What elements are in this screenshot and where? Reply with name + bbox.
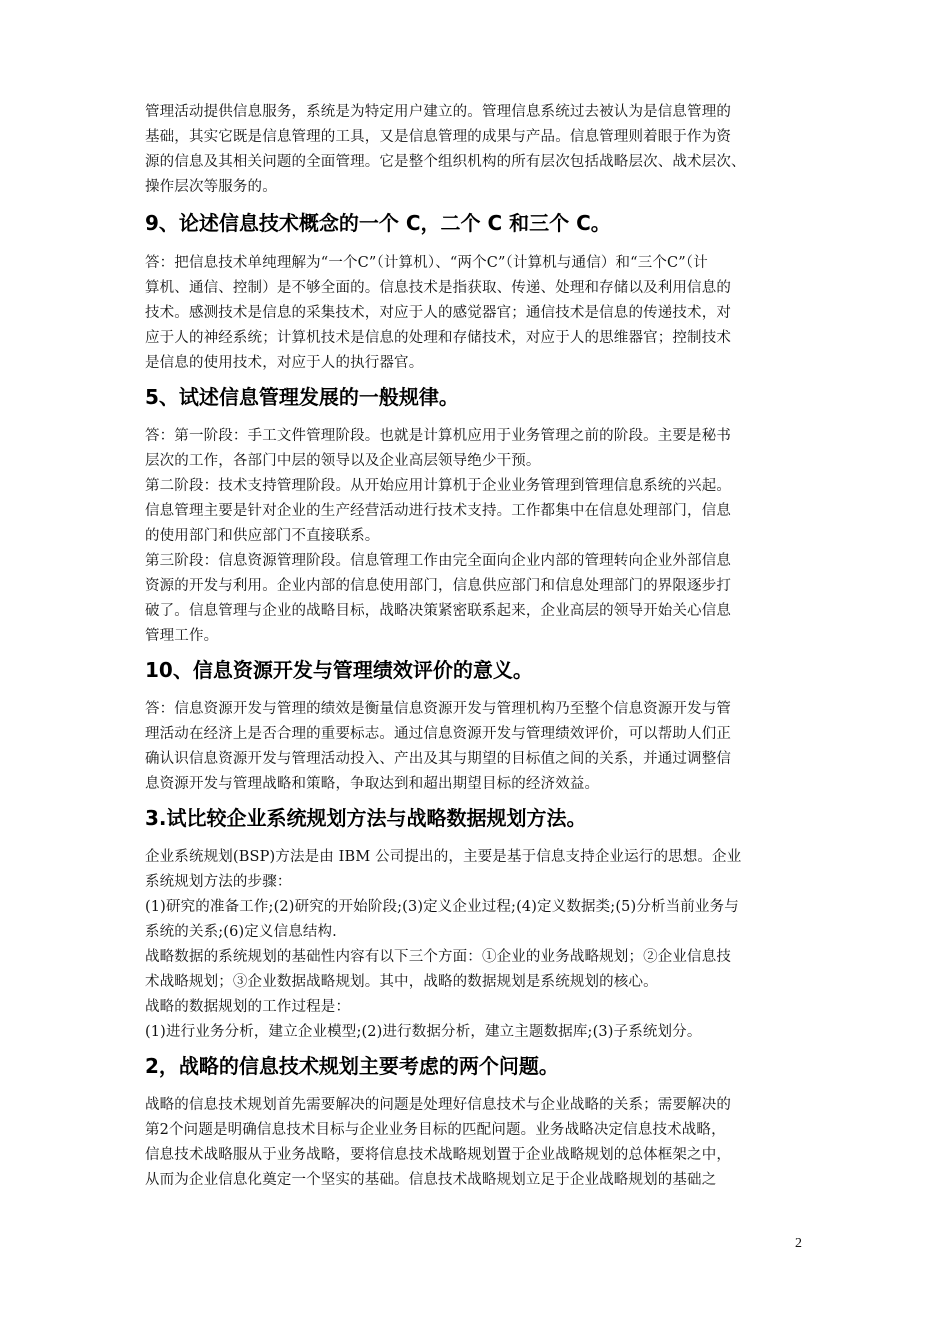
section-body-5 bbox=[145, 424, 813, 649]
text-line: 应于人的神经系统；计算机技术是信息的处理和存储技术，对应于人的思维器官；控制技术 bbox=[145, 330, 731, 346]
text-line: 技术。感测技术是信息的采集技术，对应于人的感觉器官；通信技术是信息的传递技术，对 bbox=[145, 305, 731, 321]
text-line: (1)研究的准备工作;(2)研究的开始阶段;(3)定义企业过程;(4)定义数据类;(5)分析当前业务与 bbox=[145, 899, 739, 915]
section-body-9 bbox=[145, 251, 813, 376]
text-line: 源的信息及其相关问题的全面管理。它是整个组织机构的所有层次包括战略层次、战术层次、 bbox=[145, 154, 746, 170]
text-line: 确认识信息资源开发与管理活动投入、产出及其与期望的目标值之间的关系，并通过调整信 bbox=[145, 751, 731, 767]
text-line: 系统的关系;(6)定义信息结构. bbox=[145, 924, 337, 940]
text-line: 企业系统规划(BSP)方法是由 IBM 公司提出的，主要是基于信息支持企业运行的思想。企业 bbox=[145, 849, 742, 865]
section-heading-9: 9、论述信息技术概念的一个 C，二个 C 和三个 C。 bbox=[145, 211, 611, 235]
text-line: 从而为企业信息化奠定一个坚实的基础。信息技术战略规划立足于企业战略规划的基础之 bbox=[145, 1172, 717, 1188]
section-heading-2: 2，战略的信息技术规划主要考虑的两个问题。 bbox=[145, 1054, 559, 1078]
text-line: 术战略规划；③企业数据战略规划。其中，战略的数据规划是系统规划的核心。 bbox=[145, 974, 658, 990]
text-line: 系统规划方法的步骤： bbox=[145, 874, 292, 890]
text-line: 资源的开发与利用。企业内部的信息使用部门，信息供应部门和信息处理部门的界限逐步打 bbox=[145, 578, 731, 594]
text-line: 信息管理主要是针对企业的生产经营活动进行技术支持。工作都集中在信息处理部门，信息 bbox=[145, 503, 731, 519]
section-body-2 bbox=[145, 1093, 813, 1193]
text-line: 答：信息资源开发与管理的绩效是衡量信息资源开发与管理机构乃至整个信息资源开发与管 bbox=[145, 701, 731, 717]
text-line: 信息技术战略服从于业务战略，要将信息技术战略规划置于企业战略规划的总体框架之中， bbox=[145, 1147, 731, 1163]
text-line: 基础，其实它既是信息管理的工具，又是信息管理的成果与产品。信息管理则着眼于作为资 bbox=[145, 129, 731, 145]
section-heading-3: 3.试比较企业系统规划方法与战略数据规划方法。 bbox=[145, 806, 587, 830]
section-body-3 bbox=[145, 845, 813, 1045]
text-line: (1)进行业务分析，建立企业模型;(2)进行数据分析，建立主题数据库;(3)子系统划分。 bbox=[145, 1024, 702, 1040]
intro-paragraph bbox=[145, 100, 813, 200]
text-line: 息资源开发与管理战略和策略，争取达到和超出期望目标的经济效益。 bbox=[145, 776, 600, 792]
text-line: 层次的工作，各部门中层的领导以及企业高层领导绝少干预。 bbox=[145, 453, 541, 469]
text-line: 第2个问题是明确信息技术目标与企业业务目标的匹配问题。业务战略决定信息技术战略， bbox=[145, 1122, 726, 1138]
text-line: 第二阶段：技术支持管理阶段。从开始应用计算机于企业业务管理到管理信息系统的兴起。 bbox=[145, 478, 731, 494]
text-line: 战略的数据规划的工作过程是： bbox=[145, 999, 351, 1015]
text-line: 管理活动提供信息服务，系统是为特定用户建立的。管理信息系统过去被认为是信息管理的 bbox=[145, 104, 731, 120]
document-page bbox=[145, 100, 813, 1193]
text-line: 管理工作。 bbox=[145, 628, 219, 644]
page-number: 2 bbox=[795, 1236, 802, 1251]
text-line: 算机、通信、控制）是不够全面的。信息技术是指获取、传递、处理和存储以及利用信息的 bbox=[145, 280, 731, 296]
text-line: 战略的信息技术规划首先需要解决的问题是处理好信息技术与企业战略的关系；需要解决的 bbox=[145, 1097, 731, 1113]
text-line: 理活动在经济上是否合理的重要标志。通过信息资源开发与管理绩效评价，可以帮助人们正 bbox=[145, 726, 731, 742]
text-line: 答：把信息技术单纯理解为“一个C”（计算机）、“两个C”（计算机与通信）和“三个C”（计 bbox=[145, 255, 708, 271]
section-body-10 bbox=[145, 697, 813, 797]
section-heading-10: 10、信息资源开发与管理绩效评价的意义。 bbox=[145, 658, 533, 682]
text-line: 答：第一阶段：手工文件管理阶段。也就是计算机应用于业务管理之前的阶段。主要是秘书 bbox=[145, 428, 731, 444]
section-heading-5: 5、试述信息管理发展的一般规律。 bbox=[145, 385, 459, 409]
text-line: 操作层次等服务的。 bbox=[145, 179, 277, 195]
text-line: 是信息的使用技术，对应于人的执行器官。 bbox=[145, 355, 424, 371]
text-line: 的使用部门和供应部门不直接联系。 bbox=[145, 528, 380, 544]
text-line: 第三阶段：信息资源管理阶段。信息管理工作由完全面向企业内部的管理转向企业外部信息 bbox=[145, 553, 731, 569]
text-line: 战略数据的系统规划的基础性内容有以下三个方面：①企业的业务战略规划；②企业信息技 bbox=[145, 949, 731, 965]
text-line: 破了。信息管理与企业的战略目标，战略决策紧密联系起来，企业高层的领导开始关心信息 bbox=[145, 603, 731, 619]
